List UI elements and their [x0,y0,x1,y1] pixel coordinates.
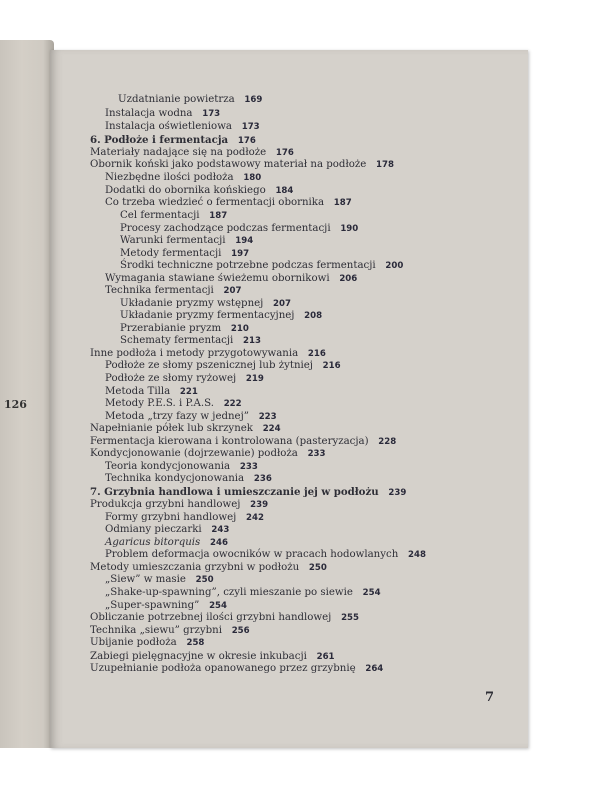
toc-entry-page: 255 [341,613,360,623]
toc-entry-page: 254 [209,601,228,611]
toc-entry-title: Instalacja oświetleniowa [105,121,232,132]
toc-entry-title: Metoda Tilla [105,386,171,397]
toc-entry-page: 233 [307,449,326,459]
toc-entry-title: 7. Grzybnia handlowa i umieszczanie jej w podłożu [90,486,379,498]
toc-entry-page: 180 [243,173,262,183]
toc-entry [105,171,261,185]
toc-entry-page: 200 [385,261,404,271]
toc-entry [90,447,326,461]
toc-entry-title: Środki techniczne potrzebne podczas fermentacji [120,260,376,271]
toc-entry-page: 239 [250,500,269,510]
toc-entry-page: 216 [322,361,341,371]
toc-entry-title: Formy grzybni handlowej [105,512,237,523]
toc-entry-page: 222 [223,399,242,409]
toc-entry-page: 207 [273,299,291,309]
toc-entry-title: Kondycjonowanie (dojrzewanie) podłoża [90,448,298,459]
toc-entry [105,120,260,134]
left-page [0,40,54,748]
toc-entry-page: 254 [362,588,381,598]
toc-entry-page: 261 [316,652,335,662]
toc-entry [90,611,359,625]
toc-entry-page: 216 [307,349,326,359]
toc-entry-title: Co trzeba wiedzieć o fermentacji obornika [105,197,325,208]
toc-entry-title: Niezbędne ilości podłoża [105,172,234,183]
toc-entry [90,498,268,512]
toc-entry-title: Technika „siewu” grzybni [90,625,222,636]
toc-entry-page: 176 [237,136,256,146]
toc-entry-page: 187 [333,198,352,208]
toc-entry-page: 224 [262,424,281,434]
toc-entry-title: Procesy zachodzące podczas fermentacji [120,223,331,234]
toc-entry-title: Metody fermentacji [120,248,222,259]
toc-entry-page: 169 [244,95,263,105]
toc-entry-title: Przerabianie pryzm [120,323,222,334]
toc-entry [120,259,403,273]
toc-entry-page: 207 [223,286,242,296]
toc-entry-page: 250 [195,575,214,585]
toc-entry-page: 208 [304,311,323,321]
toc-entry [105,397,242,411]
toc-entry [105,196,352,210]
toc-entry-title: Inne podłoża i metody przygotowywania [90,348,299,359]
toc-entry-page: 173 [202,109,221,119]
toc-entry-title: Wymagania stawiane świeżemu obornikowi [105,273,330,284]
toc-entry-title: Schematy fermentacji [120,335,234,346]
toc-entry-page: 190 [340,224,359,234]
toc-entry [105,586,381,600]
toc-entry [120,334,261,348]
toc-entry-page: 236 [253,474,272,484]
toc-entry-page: 233 [239,462,258,472]
toc-entry-page: 243 [211,525,230,535]
toc-entry-page: 197 [231,249,250,259]
toc-entry-title: Metody umieszczania grzybni w podłożu [90,562,300,573]
toc-entry-title: 6. Podłoże i fermentacja [90,134,229,146]
toc-entry-title: „Siew” w masie [105,574,186,585]
toc-entry-title: Podłoże ze słomy pszenicznej lub żytniej [105,360,313,371]
toc-entry-title: Dodatki do obornika końskiego [105,185,266,196]
toc-entry-title: Problem deformacja owocników w pracach hodowlanych [105,549,399,560]
toc-entry-title: Technika kondycjonowania [105,473,245,484]
toc-entry [105,284,242,298]
toc-entry [105,523,229,537]
toc-entry-title: Uzdatnianie powietrza [118,94,235,105]
toc-entry-title: Obornik koński jako podstawowy materiał na podłoże [90,159,367,170]
toc-entry [105,359,341,373]
toc-entry-page: 176 [275,148,294,158]
toc-entry-page: 184 [275,186,294,196]
toc-entry-page: 178 [376,160,394,170]
toc-entry-title: Układanie pryzmy fermentacyjnej [120,310,295,321]
toc-entry-title: Uzupełnianie podłoża opanowanego przez grzybnię [90,663,356,674]
toc-entry-title: Odmiany pieczarki [105,524,202,535]
left-page-number: 126 [4,398,27,411]
toc-entry [105,472,272,486]
toc-entry-page: 223 [258,412,277,422]
toc-entry-title: Warunki fermentacji [120,235,226,246]
toc-entry-title: „Super-spawning” [105,600,200,611]
toc-entry [120,234,253,248]
page-number: 7 [485,690,495,705]
toc-entry-page: 194 [235,236,254,246]
toc-entry-title: Produkcja grzybni handlowej [90,499,241,510]
toc-entry-page: 206 [339,274,358,284]
toc-entry-page: 210 [230,324,249,334]
toc-entry [118,93,262,107]
toc-entry-title: „Shake-up-spawning”, czyli mieszanie po siewie [105,587,353,598]
toc-entry-title: Teoria kondycjonowania [105,461,231,472]
toc-entry [90,158,394,172]
toc-entry-title: Obliczanie potrzebnej ilości grzybni handlowej [90,612,332,623]
toc-entry-title: Materiały nadające się na podłoże [90,147,267,158]
toc-entry-title: Instalacja wodna [105,108,193,119]
toc-entry-page: 248 [408,550,426,560]
toc-entry [105,372,264,386]
toc-entry-title: Technika fermentacji [105,285,214,296]
toc-entry [90,422,281,436]
toc-entry [90,662,383,676]
toc-entry-title: Agaricus bitorquis [105,537,201,548]
toc-entry-title: Metoda „trzy fazy w jednej” [105,411,249,422]
toc-entry-page: 173 [241,122,260,132]
toc-entry-page: 258 [186,638,205,648]
toc-entry-page: 256 [231,626,250,636]
toc-entry [120,209,227,223]
toc-entry-title: Cel fermentacji [120,210,200,221]
toc-entry-page: 228 [378,437,397,447]
toc-entry [105,107,220,121]
toc-entry-title: Napełnianie półek lub skrzynek [90,423,253,434]
toc-entry [105,573,214,587]
toc-entry-page: 264 [365,664,384,674]
toc-entry-page: 213 [243,336,261,346]
toc-entry-page: 246 [209,538,228,548]
toc-entry-title: Metody P.E.S. i P.A.S. [105,398,214,409]
toc-entry-title: Fermentacja kierowana i kontrolowana (pasteryzacja) [90,436,369,447]
toc-entry-title: Ubijanie podłoża [90,637,177,648]
toc-entry-page: 187 [209,211,228,221]
toc-entry-page: 221 [179,387,198,397]
toc-entry-title: Zabiegi pielęgnacyjne w okresie inkubacji [90,651,307,662]
toc-entry-page: 239 [388,488,407,498]
toc-entry-title: Podłoże ze słomy ryżowej [105,373,237,384]
toc-entry-page: 250 [308,563,327,573]
toc-entry [90,636,204,650]
toc-entry-page: 219 [245,374,264,384]
toc-entry-page: 242 [246,513,264,523]
toc-entry [120,309,322,323]
toc-entry [105,548,426,562]
toc-entry-title: Układanie pryzmy wstępnej [120,298,264,309]
